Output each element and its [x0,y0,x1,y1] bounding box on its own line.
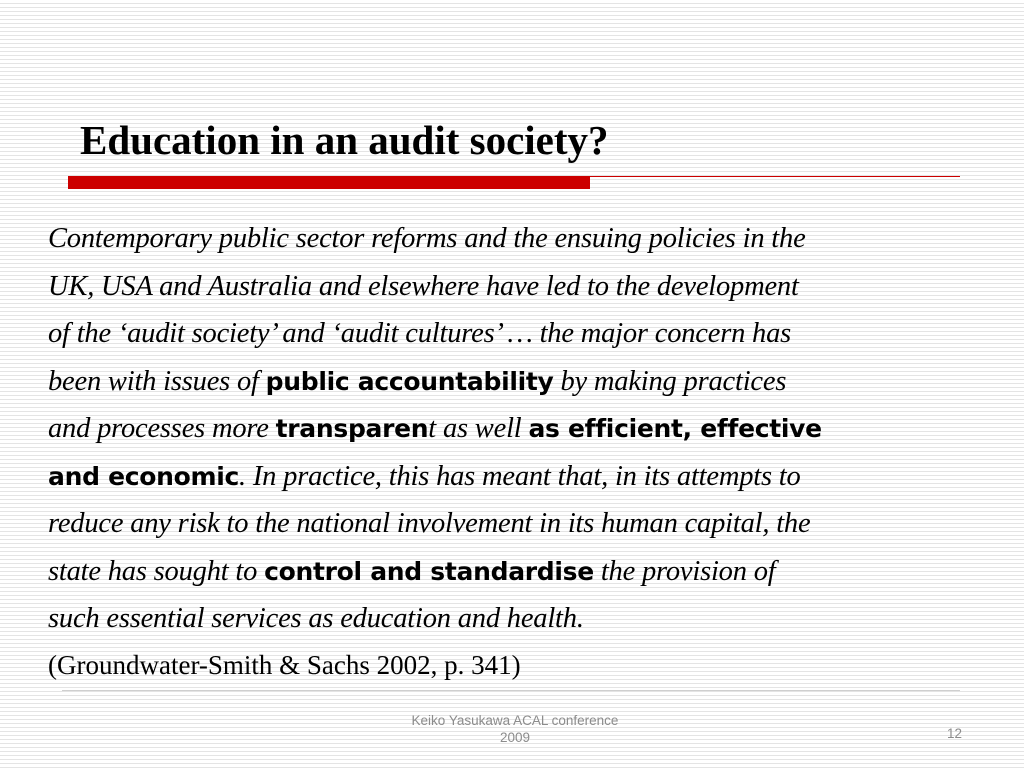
emphasis-transparent: transparen [275,414,429,443]
quote-line-5 [48,405,968,453]
quote-line-8 [48,548,968,596]
quote-line-9: such essential services as education and health. [48,603,584,634]
quote-text: been with issues of [48,365,266,397]
footer-divider [62,690,960,691]
quote-text: t as well [428,413,529,444]
quote-line-2: UK, USA and Australia and elsewhere have led to the development [48,270,799,302]
slide-title: Education in an audit society? [80,117,609,163]
emphasis-economic: and economic [48,461,240,491]
page-number: 12 [946,726,962,741]
emphasis-control-standardise: control and standardise [264,556,594,586]
footer-line-1: Keiko Yasukawa ACAL conference [411,713,619,728]
emphasis-efficient-effective: as efficient, effective [528,414,822,443]
quote-text: and processes more [48,413,276,444]
title-accent-bar [68,177,590,189]
quote-line-3: of the ‘audit society’ and ‘audit cultures’ … the major concern has [48,318,792,349]
footer-line-2: 2009 [499,730,531,745]
footer-text [355,712,675,746]
quote-text: the provision of [593,555,776,587]
quote-line-4 [48,358,968,406]
citation: (Groundwater-Smith & Sachs 2002, p. 341) [48,650,521,680]
quote-text: by making practices [553,365,787,397]
quote-block [48,215,968,643]
quote-line-1: Contemporary public sector reforms and the ensuing policies in the [48,223,806,254]
quote-line-7: reduce any risk to the national involvement in its human capital, the [48,508,811,539]
quote-line-6 [48,453,968,501]
quote-text: . In practice, this has meant that, in its attempts to [239,460,801,492]
emphasis-public-accountability: public accountability [265,366,554,396]
quote-text: state has sought to [48,555,265,587]
